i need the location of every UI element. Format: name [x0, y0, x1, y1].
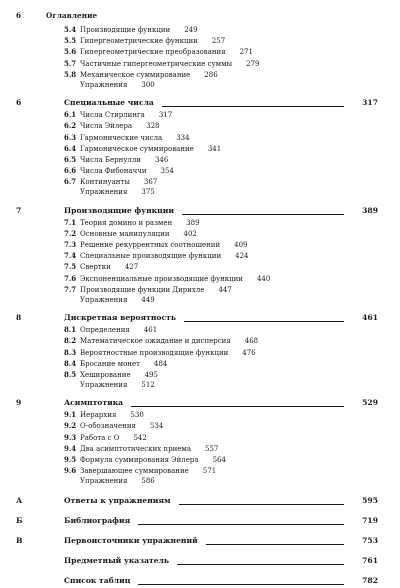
- exercises-title: Упражнения: [80, 188, 128, 197]
- section-page: 427: [124, 263, 139, 272]
- section-page: 346: [154, 155, 169, 164]
- section-number: 5.8: [64, 69, 77, 79]
- section-title: Бросание монет: [80, 359, 140, 368]
- toc-chapter-entry[interactable]: [16, 397, 378, 409]
- section-number: 9.5: [64, 455, 77, 464]
- chapter-page: 317: [362, 98, 378, 108]
- section-page: 409: [234, 241, 248, 249]
- toc-chapter-entry[interactable]: [16, 312, 378, 324]
- toc-section-entry[interactable]: [16, 217, 378, 228]
- toc-section-entry[interactable]: [16, 454, 378, 465]
- section-page: 557: [205, 444, 219, 453]
- section-page: 334: [176, 133, 190, 142]
- toc-section-entry[interactable]: [16, 109, 378, 120]
- header-title: Оглавление: [46, 11, 98, 20]
- chapter-title: Производящие функции: [64, 205, 174, 215]
- section-page: 286: [204, 70, 218, 79]
- toc-section-entry[interactable]: [16, 358, 378, 369]
- leader-rule: [138, 577, 344, 585]
- leader-rule: [184, 314, 344, 322]
- section-title: Гипергеометрические функции: [80, 37, 198, 46]
- section-title: Числа Эйлера: [80, 122, 133, 131]
- section-page: 367: [143, 178, 158, 187]
- section-number: 5.4: [64, 25, 77, 34]
- toc-chapter-entry[interactable]: [16, 205, 378, 217]
- chapter-page: 782: [362, 575, 378, 585]
- chapter-title: Список таблиц: [64, 575, 131, 585]
- toc-appendix-entry[interactable]: [16, 574, 378, 588]
- toc-appendix-entry[interactable]: [16, 494, 378, 508]
- toc-section-entry[interactable]: [16, 261, 378, 272]
- toc-section-entry[interactable]: [16, 120, 378, 131]
- toc-appendix-entry[interactable]: [16, 534, 378, 548]
- exercises-title: Упражнения: [80, 381, 128, 390]
- section-title: Частичные гипергеометрические суммы: [80, 59, 233, 68]
- section-title: Два асимптотических приема: [80, 444, 192, 453]
- toc-section-entry[interactable]: [16, 239, 378, 250]
- section-number: 7.1: [64, 217, 77, 227]
- section-number: 6.3: [64, 132, 77, 142]
- section-page: 564: [212, 456, 226, 464]
- toc-section-entry[interactable]: [16, 284, 378, 295]
- section-title: Специальные производящие функции: [80, 252, 222, 261]
- section-title: Производящие функции: [80, 26, 171, 34]
- section-title: Завершающее суммирование: [80, 467, 189, 476]
- section-title: Вероятностные производящие функции: [80, 348, 229, 357]
- leader-rule: [179, 497, 344, 505]
- section-title: Числа Бернулли: [80, 155, 141, 164]
- chapter-title: Асимптотика: [64, 398, 124, 408]
- chapter-title: Ответы к упражнениям: [64, 495, 171, 505]
- section-number: 7.6: [64, 273, 77, 283]
- toc-section-entry[interactable]: [16, 409, 378, 420]
- section-title: Основные манипуляции: [80, 229, 170, 238]
- section-title: Гармоническое суммирование: [80, 144, 194, 153]
- section-page: 440: [256, 274, 271, 283]
- chapter-page: 529: [362, 398, 378, 408]
- section-number: 7.4: [64, 251, 77, 261]
- toc-section-entry[interactable]: [16, 324, 378, 335]
- toc-section-entry[interactable]: [16, 176, 378, 187]
- section-number: 5.5: [64, 36, 77, 46]
- section-page: 461: [143, 326, 158, 335]
- section-number: 8.3: [64, 347, 77, 357]
- toc-section-entry[interactable]: [16, 347, 378, 358]
- toc-section-entry[interactable]: [16, 35, 378, 46]
- section-page: 300: [141, 80, 155, 89]
- section-number: 8.4: [64, 358, 77, 368]
- section-number: 9.6: [64, 466, 77, 476]
- section-number: 5.7: [64, 58, 77, 68]
- chapter-page: 719: [362, 515, 378, 525]
- chapter-page: 761: [362, 555, 378, 565]
- chapter-number: 7: [16, 205, 22, 215]
- leader-rule: [162, 99, 344, 107]
- section-page: 328: [146, 122, 160, 131]
- chapter-title: Предметный указатель: [64, 555, 170, 565]
- toc-section-entry[interactable]: [16, 58, 378, 69]
- section-title: Формула суммирования Эйлера: [80, 456, 199, 464]
- section-page: 271: [239, 48, 253, 57]
- toc-section-entry[interactable]: [16, 46, 378, 57]
- section-number: 8.2: [64, 336, 77, 346]
- chapter-number: 6: [16, 98, 22, 108]
- section-number: 8.1: [64, 325, 77, 335]
- chapter-page: 461: [362, 313, 378, 323]
- section-page: 341: [207, 144, 222, 153]
- section-page: 449: [141, 295, 155, 304]
- section-page: 484: [153, 359, 168, 368]
- leader-rule: [206, 537, 344, 545]
- chapter-title: Специальные числа: [64, 98, 154, 108]
- leader-rule: [138, 517, 344, 525]
- section-number: 6.7: [64, 177, 77, 187]
- leader-rule: [131, 399, 344, 407]
- chapter-page: 753: [362, 535, 378, 545]
- toc-section-entry[interactable]: [16, 250, 378, 261]
- exercises-title: Упражнения: [80, 295, 128, 304]
- table-of-contents: [16, 24, 378, 588]
- section-page: 512: [141, 381, 155, 390]
- toc-chapter-entry[interactable]: [16, 97, 378, 109]
- section-page: 389: [186, 218, 200, 227]
- section-page: 354: [160, 167, 174, 176]
- section-page: 317: [158, 111, 173, 120]
- chapter-number: 9: [16, 398, 22, 408]
- section-title: Математическое ожидание и дисперсия: [80, 337, 231, 346]
- toc-exercises-entry[interactable]: [16, 380, 378, 391]
- toc-section-entry[interactable]: [16, 432, 378, 443]
- toc-exercises-entry[interactable]: [16, 187, 378, 198]
- toc-section-entry[interactable]: [16, 228, 378, 239]
- section-page: 249: [184, 26, 198, 34]
- toc-exercises-entry[interactable]: [16, 295, 378, 306]
- section-title: Иерархия: [80, 411, 117, 420]
- section-number: 7.3: [64, 240, 77, 249]
- section-page: 534: [149, 422, 164, 431]
- section-page: 542: [133, 433, 147, 442]
- section-title: О-обозначения: [80, 422, 136, 431]
- section-title: Числа Стирлинга: [80, 111, 145, 120]
- exercises-title: Упражнения: [80, 477, 128, 486]
- toc-section-entry[interactable]: [16, 143, 378, 154]
- toc-exercises-entry[interactable]: [16, 476, 378, 487]
- section-number: 6.5: [64, 154, 77, 164]
- section-page: 375: [141, 188, 155, 197]
- section-number: 9.4: [64, 443, 77, 453]
- section-number: 8.5: [64, 369, 77, 379]
- section-title: Числа Фибоначчи: [80, 167, 147, 176]
- toc-section-entry[interactable]: [16, 335, 378, 346]
- section-number: 5.6: [64, 47, 77, 57]
- chapter-page: 595: [362, 495, 378, 505]
- section-number: 7.2: [64, 228, 77, 238]
- section-page: 424: [235, 252, 249, 261]
- chapter-number: 8: [16, 313, 22, 323]
- toc-section-entry[interactable]: [16, 273, 378, 284]
- chapter-title: Библиография: [64, 515, 131, 525]
- section-number: 7.5: [64, 262, 77, 272]
- section-page: 571: [202, 467, 217, 476]
- chapter-number: А: [16, 495, 23, 505]
- toc-section-entry[interactable]: [16, 420, 378, 431]
- toc-section-entry[interactable]: [16, 443, 378, 454]
- section-number: 9.2: [64, 421, 77, 431]
- section-title: Определения: [80, 326, 130, 335]
- section-page: 476: [242, 348, 256, 357]
- section-number: 6.4: [64, 143, 77, 153]
- section-page: 257: [211, 37, 226, 46]
- section-page: 279: [246, 59, 260, 68]
- toc-section-entry[interactable]: [16, 69, 378, 80]
- chapter-number: Б: [16, 515, 23, 525]
- section-title: Гипергеометрические преобразования: [80, 48, 226, 57]
- section-title: Работа с О: [80, 433, 120, 442]
- section-title: Гармонические числа: [80, 133, 163, 142]
- leader-rule: [182, 207, 344, 215]
- running-header: [16, 11, 376, 20]
- section-title: Теория домино и размен: [80, 218, 173, 227]
- section-number: 9.1: [64, 410, 77, 420]
- section-page: 586: [141, 477, 155, 486]
- chapter-number: В: [16, 535, 23, 545]
- chapter-page: 389: [362, 205, 378, 215]
- toc-exercises-entry[interactable]: [16, 80, 378, 91]
- toc-section-entry[interactable]: [16, 165, 378, 176]
- chapter-title: Дискретная вероятность: [64, 313, 176, 323]
- toc-section-entry[interactable]: [16, 465, 378, 476]
- section-title: Свертки: [80, 263, 111, 272]
- toc-section-entry[interactable]: [16, 154, 378, 165]
- header-page-number: 6: [16, 11, 22, 20]
- section-page: 402: [183, 229, 197, 238]
- section-number: 6.1: [64, 110, 77, 120]
- leader-rule: [177, 557, 344, 565]
- section-title: Экспоненциальные производящие функции: [80, 274, 243, 283]
- section-number: 9.3: [64, 432, 77, 442]
- section-page: 530: [130, 411, 144, 420]
- toc-section-entry[interactable]: [16, 132, 378, 143]
- section-title: Решение рекуррентных соотношений: [80, 241, 221, 249]
- section-number: 6.2: [64, 121, 77, 131]
- toc-section-entry[interactable]: [16, 369, 378, 380]
- section-number: 7.7: [64, 284, 77, 294]
- toc-appendix-entry[interactable]: [16, 514, 378, 528]
- section-title: Производящие функции Дирихле: [80, 285, 205, 294]
- chapter-title: Первоисточники упражнений: [64, 535, 198, 545]
- section-title: Континуанты: [80, 178, 130, 187]
- section-number: 6.6: [64, 166, 77, 176]
- toc-section-entry[interactable]: [16, 24, 378, 35]
- section-title: Механическое суммирование: [80, 70, 191, 79]
- section-page: 495: [144, 370, 158, 379]
- exercises-title: Упражнения: [80, 80, 128, 89]
- section-title: Хеширование: [80, 370, 131, 379]
- section-page: 447: [218, 285, 232, 294]
- toc-appendix-entry[interactable]: [16, 554, 378, 568]
- section-page: 468: [244, 337, 259, 346]
